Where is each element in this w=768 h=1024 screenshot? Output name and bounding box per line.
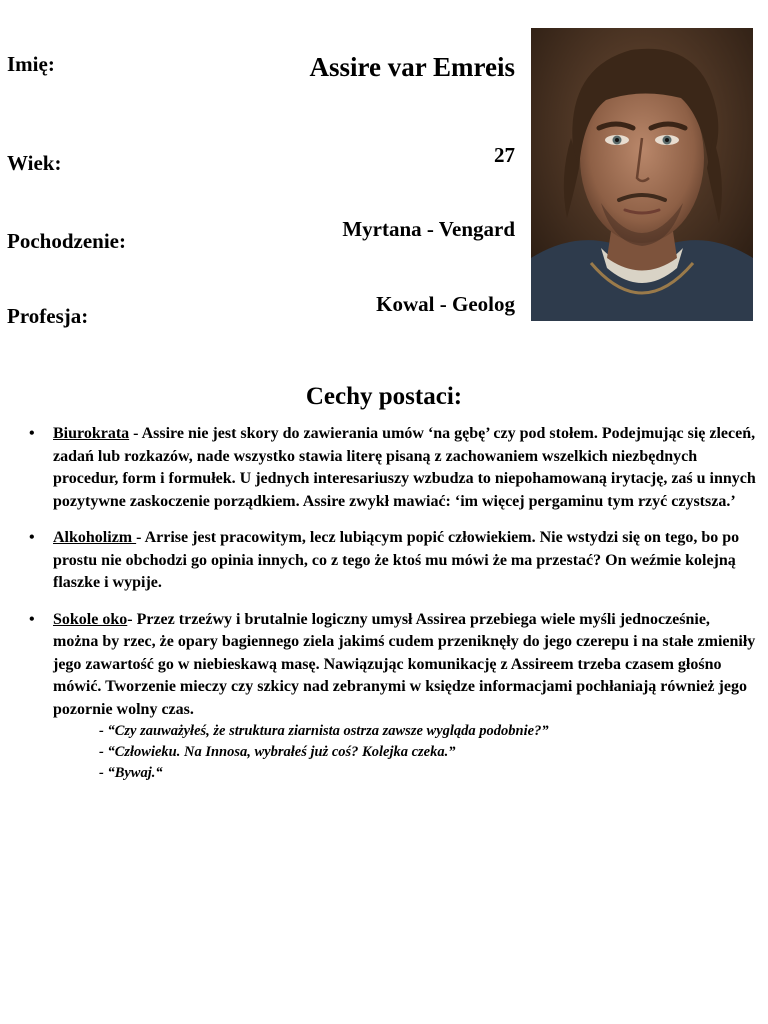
profession-value: Kowal - Geolog <box>376 292 515 316</box>
traits-list <box>27 423 757 798</box>
bullet-icon: • <box>29 529 35 546</box>
name-label: Imię: <box>7 52 55 76</box>
trait-item <box>27 423 757 513</box>
bullet-icon: • <box>29 610 35 628</box>
trait-name: Biurokrata <box>53 425 130 442</box>
bullet-icon: • <box>29 425 35 442</box>
quote-line: - “Czy zauważyłeś, że struktura ziarnista ostrza zawsze wygląda podobnie?” <box>99 723 549 739</box>
trait-name: Sokole oko <box>53 610 128 628</box>
trait-name: Alkoholizm <box>53 529 137 546</box>
character-portrait <box>531 28 753 321</box>
traits-title: Cechy postaci: <box>305 383 463 410</box>
trait-description: - Assire nie jest skory do zawierania umów ‘na gębę’ czy pod stołem. Podejmując się zleceń, zadań lub rozkazów, nade wszystko stawia literę pisaną z zachowaniem wszelkich niezbędnych procedur, form i formułek. U jednych interesariuszy wzbudza to niepohamowaną irytację, zaś u innych pozytywne zaskoczenie porządkiem. Assire zwykł mawiać: ‘im więcej pergaminu tym rzyć czystsza.’ <box>53 425 756 510</box>
trait-item <box>27 609 757 785</box>
age-value: 27 <box>494 143 515 167</box>
name-value: Assire var Emreis <box>309 52 515 82</box>
trait-description: - Arrise jest pracowitym, lecz lubiącym popić człowiekiem. Nie wstydzi się on tego, bo po prostu nie obchodzi go opinia innych, co z tego że ktoś mu mówi że ma przestać? On weźmie kolejną flaszke i wypije. <box>53 529 740 591</box>
age-label: Wiek: <box>7 151 62 175</box>
quote-line: - “Bywaj.“ <box>99 765 163 781</box>
trait-description: - Przez trzeźwy i brutalnie logiczny umysł Assirea przebiega wiele myśli jednocześnie, można by rzec, że opary bagiennego ziela jakimś cudem przeniknęły do jego czerepu i na stałe zmieniły jego zawartość go w niebieskawą masę. Nawiązując komunikację z Assireem trzeba czasem głośno mówić. Tworzenie mieczy czy szkicy nad zebranymi w księdze informacjami pochłaniają również jego pozornie wolny czas. <box>53 610 756 718</box>
origin-label: Pochodzenie: <box>7 229 126 253</box>
quote-list <box>53 721 757 784</box>
origin-value: Myrtana - Vengard <box>342 217 515 241</box>
quote-line: - “Człowieku. Na Innosa, wybrałeś już coś? Kolejka czeka.” <box>99 744 456 760</box>
profession-label: Profesja: <box>7 304 89 328</box>
trait-item <box>27 527 757 595</box>
